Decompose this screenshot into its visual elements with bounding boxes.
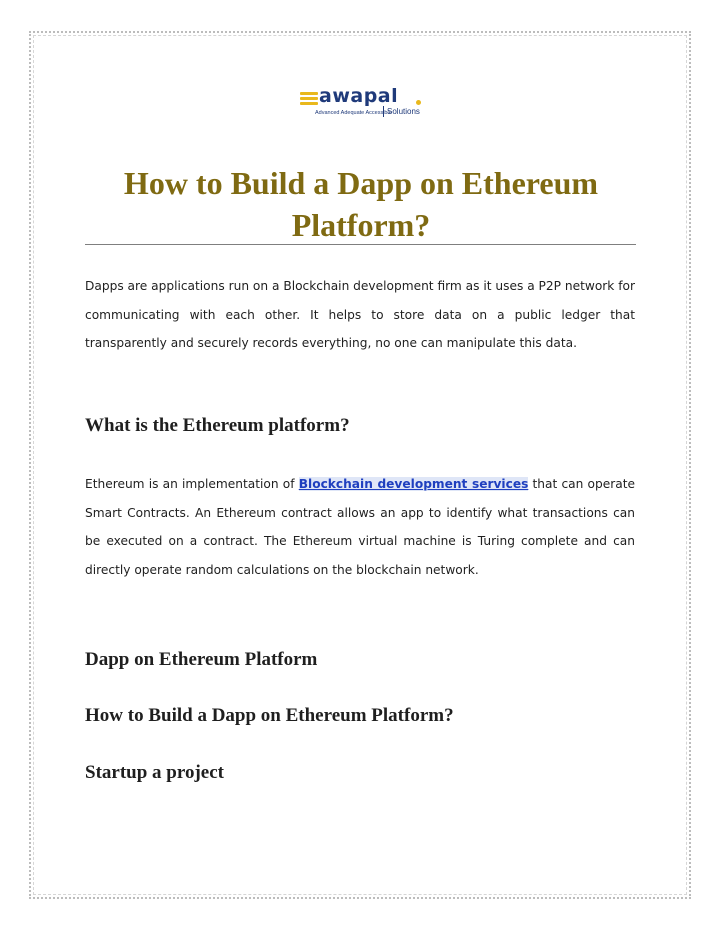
logo-tagline: Advanced Adequate Accessible — [315, 110, 392, 116]
heading-startup-project: Startup a project — [85, 762, 224, 783]
blockchain-services-link[interactable]: Blockchain development services — [298, 477, 529, 491]
heading-how-to-build: How to Build a Dapp on Ethereum Platform? — [85, 705, 454, 726]
intro-paragraph: Dapps are applications run on a Blockchain development firm as it uses a P2P network for communicating with each other. It helps to store data on a public ledger that transparently and securely records everything, no one can manipulate this data. — [85, 279, 635, 350]
logo-brand: awapal — [319, 85, 399, 107]
logo-bars-icon — [300, 92, 318, 106]
company-logo — [300, 86, 430, 120]
heading-what-is-ethereum: What is the Ethereum platform? — [85, 415, 350, 436]
title-divider — [85, 244, 636, 245]
ethereum-paragraph — [85, 470, 635, 584]
ethereum-text-before-link: Ethereum is an implementation of — [85, 477, 299, 491]
ethereum-text-after-link: that can operate Smart Contracts. An Ethereum contract allows an app to identify what transactions can be executed on a contract. The Ethereum virtual machine is Turing complete and can directly operate random calculations on the blockchain network. — [85, 477, 635, 577]
logo-dot-icon — [416, 100, 421, 105]
heading-dapp-on-ethereum: Dapp on Ethereum Platform — [85, 649, 318, 670]
logo-solutions: Solutions — [383, 106, 420, 117]
page-title: How to Build a Dapp on Ethereum Platform? — [123, 165, 599, 243]
